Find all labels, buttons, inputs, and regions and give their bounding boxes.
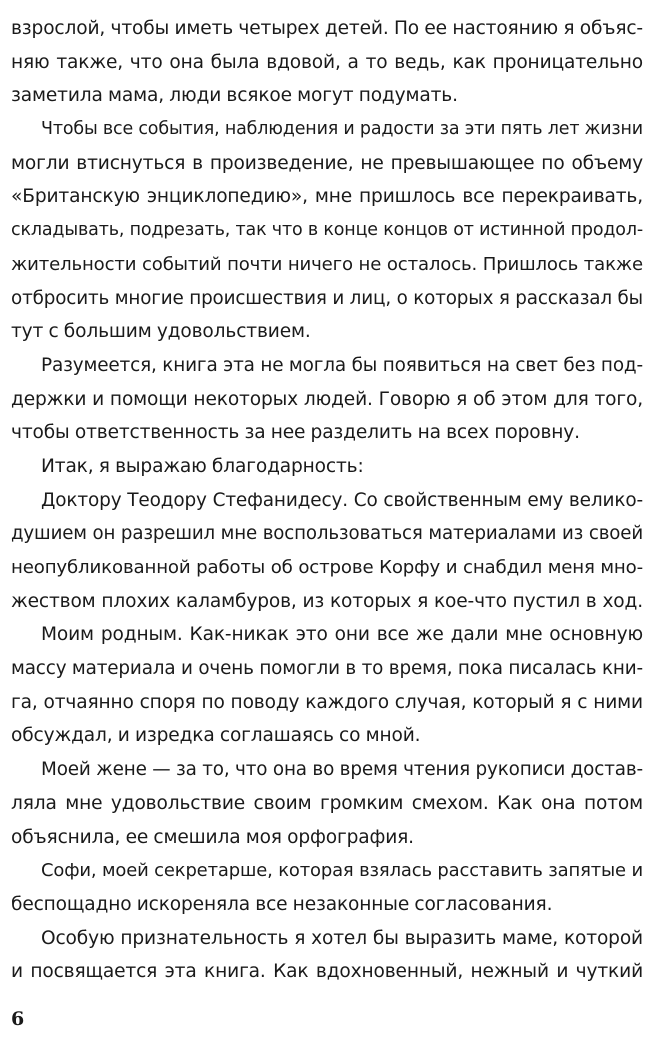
text-line: Софи, моей секретарше, которая взялась расставить запятые и [41, 860, 643, 882]
text-line: складывать, подрезать, так что в конце концов от истинной продол- [11, 220, 643, 241]
text-line: Доктору Теодору Стефанидесу. Со свойственным ему велико- [41, 489, 643, 511]
text-line: неопубликованной работы об острове Корфу и снабдил меня мно- [11, 557, 643, 578]
text-line: «Британскую энциклопедию», мне пришлось все перекраивать, [11, 186, 643, 208]
text-line: могли втиснуться в произведение, не превышающее по объему [11, 152, 643, 174]
text-line: жеством плохих каламбуров, из которых я кое-что пустил в ход. [11, 590, 643, 612]
text-line: ляла мне удовольствие своим громким смехом. Как она потом [11, 792, 643, 814]
text-line: взрослой, чтобы иметь четырех детей. По ее настоянию я объяс- [11, 18, 643, 39]
text-line: заметила мама, люди всякое могут подумать. [11, 85, 458, 107]
text-line: Разумеется, книга эта не могла бы появиться на свет без под- [41, 354, 643, 376]
text-line: га, отчаянно споря по поводу каждого случая, который я с ними [11, 691, 643, 713]
text-line: отбросить многие происшествия и лиц, о которых я рассказал бы [11, 287, 643, 309]
text-line: объяснила, ее смешила моя орфография. [11, 826, 414, 848]
text-line: беспощадно искореняла все незаконные согласования. [11, 893, 553, 915]
text-line: Особую признательность я хотел бы выразить маме, которой [41, 927, 643, 949]
text-line: Чтобы все события, наблюдения и радости за эти пять лет жизни [41, 119, 643, 140]
text-line: чтобы ответственность за нее разделить на всех поровну. [11, 422, 580, 444]
text-line: обсуждал, и изредка соглашаясь со мной. [11, 725, 421, 747]
text-line: душием он разрешил мне воспользоваться материалами из своей [11, 523, 643, 545]
text-line: держки и помощи некоторых людей. Говорю я об этом для того, [11, 388, 643, 410]
text-line: и посвящается эта книга. Как вдохновенный, нежный и чуткий [11, 961, 643, 983]
text-line: Итак, я выражаю благодарность: [41, 455, 364, 477]
text-line: тут с большим удовольствием. [11, 321, 311, 343]
text-line: Моей жене — за то, что она во время чтения рукописи достав- [41, 759, 643, 781]
text-line: Моим родным. Как-никак это они все же дали мне основную [41, 624, 643, 646]
text-line: няю также, что она была вдовой, а то ведь, как проницательно [11, 51, 643, 73]
page-number: 6 [11, 1008, 25, 1030]
text-line: массу материала и очень помогли в то время, пока писалась кни- [11, 658, 643, 680]
text-line: жительности событий почти ничего не осталось. Пришлось также [11, 253, 643, 275]
body-text [11, 12, 643, 989]
